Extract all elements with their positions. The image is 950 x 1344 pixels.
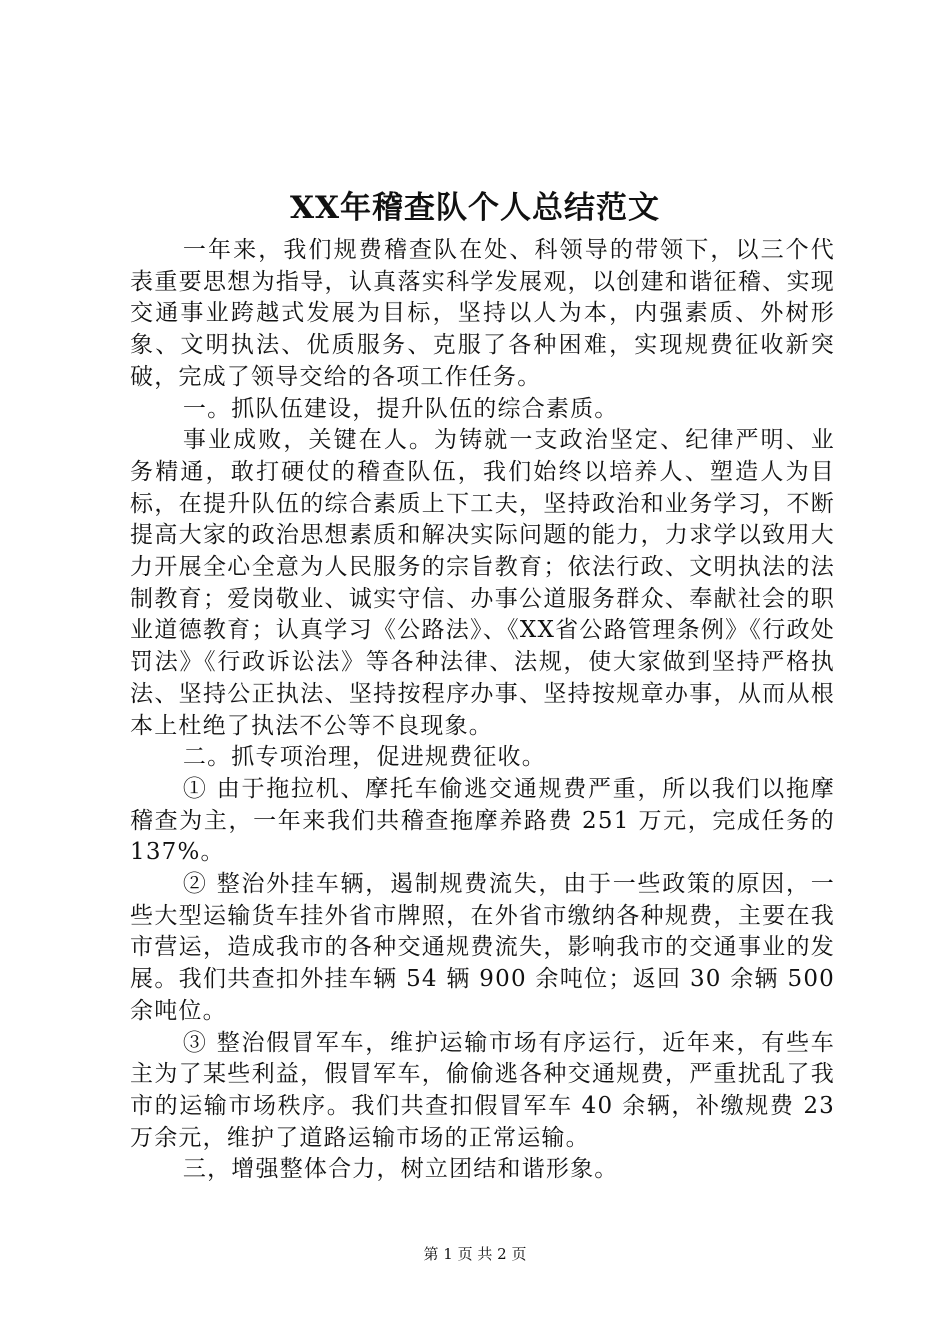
paragraph-intro: 一年来，我们规费稽查队在处、科领导的带领下，以三个代表重要思想为指导，认真落实科学发展观，以创建和谐征稽、实现交通事业跨越式发展为目标，坚持以人为本，内强素质、外树形象、文明执法、优质服务、克服了各种困难，实现规费征收新突破，完成了领导交给的各项工作任务。 <box>130 237 835 390</box>
heading-section-2: 二。抓专项治理，促进规费征收。 <box>182 744 546 771</box>
heading-section-3: 三，增强整体合力，树立团结和谐形象。 <box>182 1156 619 1183</box>
page-footer: 第 1 页 共 2 页 <box>423 1245 527 1263</box>
paragraph-team-building: 事业成败，关键在人。为铸就一支政治坚定、纪律严明、业务精通，敢打硬仗的稽查队伍，我们始终以培养人、塑造人为目标，在提升队伍的综合素质上下工夫，坚持政治和业务学习，不断提高大家的政治思想素质和解决实际问题的能力，力求学以致用大力开展全心全意为人民服务的宗旨教育；依法行政、文明执法的法制教育；爱岗敬业、诚实守信、办事公道服务群众、奉献社会的职业道德教育；认真学习《公路法》、《XX省公路管理条例》《行政处罚法》《行政诉讼法》等各种法律、法规，使大家做到坚持严格执法、坚持公正执法、坚持按程序办事、坚持按规章办事，从而从根本上杜绝了执法不公等不良现象。 <box>130 427 835 739</box>
heading-section-1: 一。抓队伍建设，提升队伍的综合素质。 <box>182 395 619 422</box>
paragraph-item-2: ② 整治外挂车辆，遏制规费流失，由于一些政策的原因，一些大型运输货车挂外省市牌照，在外省市缴纳各种规费，主要在我市营运，造成我市的各种交通规费流失，影响我市的交通事业的发展。我们共查扣外挂车辆 54 辆 900 余吨位；返回 30 余辆 500 余吨位。 <box>130 871 835 1024</box>
document-title: XX年稽查队个人总结范文 <box>289 190 661 226</box>
paragraph-item-3: ③ 整治假冒军车，维护运输市场有序运行，近年来，有些车主为了某些利益，假冒军车，偷偷逃各种交通规费，严重扰乱了我市的运输市场秩序。我们共查扣假冒军车 40 余辆，补缴规费 23 万余元，维护了道路运输市场的正常运输。 <box>130 1029 835 1151</box>
document-body <box>130 235 835 1186</box>
paragraph-item-1: ① 由于拖拉机、摩托车偷逃交通规费严重，所以我们以拖摩稽查为主，一年来我们共稽查拖摩养路费 251 万元，完成任务的 137%。 <box>130 775 835 866</box>
